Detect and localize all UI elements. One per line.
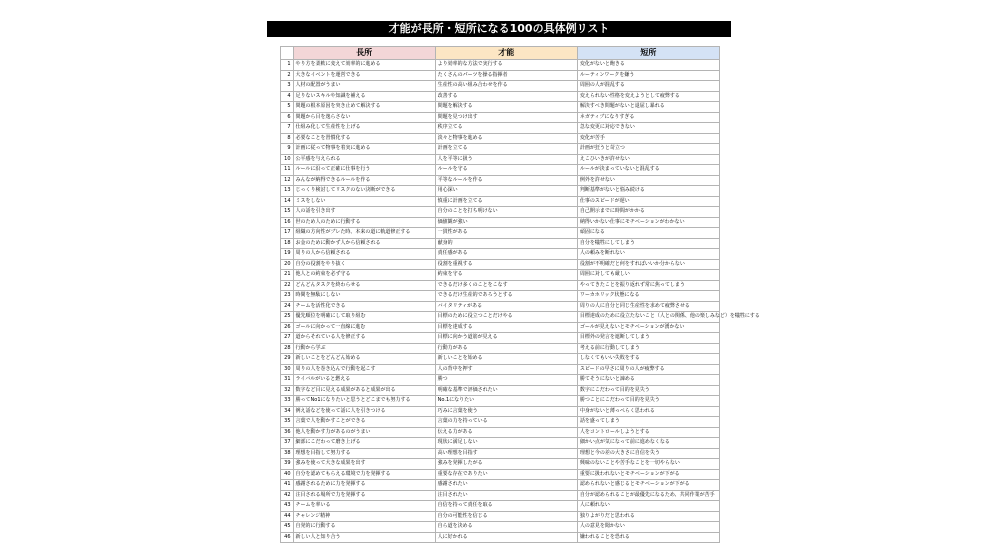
talent-cell: バイタリティがある [435, 301, 577, 312]
table-row [281, 60, 720, 71]
strength-cell: 人材の配置がうまい [293, 81, 435, 92]
table-row [281, 501, 720, 512]
row-number: 26 [281, 322, 294, 333]
strength-cell: 計画に従って物事を着実に進める [293, 144, 435, 155]
row-number: 27 [281, 333, 294, 344]
table-body [281, 60, 760, 543]
strength-cell: 例え話などを使って話に人を引きつける [293, 406, 435, 417]
table-row [281, 406, 720, 417]
strength-cell: ゴールに向かって一直線に進む [293, 322, 435, 333]
talent-cell: 人の背中を押す [435, 364, 577, 375]
talent-cell: できるだけ多くのことをこなす [435, 280, 577, 291]
talent-cell: 責任感がある [435, 249, 577, 260]
row-number: 38 [281, 448, 294, 459]
weakness-cell: 急な変更に対応できない [577, 123, 719, 134]
row-number: 19 [281, 249, 294, 260]
table-row [281, 333, 720, 344]
table-row [281, 364, 720, 375]
row-number: 3 [281, 81, 294, 92]
row-number: 29 [281, 354, 294, 365]
talent-cell: 生産性の高い組み合わせを作る [435, 81, 577, 92]
table-row [281, 291, 720, 302]
strength-cell: 人の話を引き出す [293, 207, 435, 218]
talent-cell: No.1になりたい [435, 396, 577, 407]
weakness-cell: 判断基準がないと悩み続ける [577, 186, 719, 197]
row-number: 31 [281, 375, 294, 386]
column-header-strengths: 長所 [293, 47, 435, 60]
strength-cell: 公平感を与えられる [293, 154, 435, 165]
weakness-cell: 認められないと感じるとモチベーションが下がる [577, 480, 719, 491]
weakness-cell: ルーティンワークを嫌う [577, 70, 719, 81]
talent-cell: 約束を守る [435, 270, 577, 281]
row-number: 43 [281, 501, 294, 512]
strength-cell: 新しいことをどんどん始める [293, 354, 435, 365]
strength-cell: 言葉で人を動かすことができる [293, 417, 435, 428]
table-row [281, 301, 720, 312]
talent-cell: 高い理想を目指す [435, 448, 577, 459]
table-row [281, 312, 720, 323]
talent-cell: 行動力がある [435, 343, 577, 354]
weakness-cell: 周りの人に自分と同じ生産性を求めて疲弊させる [577, 301, 719, 312]
talent-cell: 慎重に計画を立てる [435, 196, 577, 207]
examples-table [280, 46, 760, 543]
row-number: 13 [281, 186, 294, 197]
weakness-cell: 納得いかない仕事にモチベーションがわかない [577, 217, 719, 228]
talent-cell: 献身的 [435, 238, 577, 249]
row-number: 9 [281, 144, 294, 155]
strength-cell: 新しい人と知り合う [293, 532, 435, 543]
talent-cell: 目標に向かう道筋が見える [435, 333, 577, 344]
talent-cell: 秩序立てる [435, 123, 577, 134]
strength-cell: 大きなイベントを運営できる [293, 70, 435, 81]
table-row [281, 207, 720, 218]
row-number: 21 [281, 270, 294, 281]
talent-cell: たくさんのパーツを操る指揮者 [435, 70, 577, 81]
strength-cell: 仕組み化して生産性を上げる [293, 123, 435, 134]
spreadsheet [280, 46, 760, 540]
strength-cell: 組織の方向性がブレた時、本来の道に軌道修正する [293, 228, 435, 239]
talent-cell: 現状に満足しない [435, 438, 577, 449]
weakness-cell: ネガティブになりすぎる [577, 112, 719, 123]
strength-cell: 周りの人から信頼される [293, 249, 435, 260]
talent-cell: 自信を持って責任を取る [435, 501, 577, 512]
strength-cell: ミスをしない [293, 196, 435, 207]
talent-cell: 自ら道を決める [435, 522, 577, 533]
weakness-cell: 自分が認められることが最優先になるため、共同作業が苦手 [577, 490, 719, 501]
weakness-cell: 変化が苦手 [577, 133, 719, 144]
weakness-cell: 目標達成のために役立たないこと（人との関係、他の楽しみなど）を犠牲にする [577, 312, 719, 323]
talent-cell: 注目されたい [435, 490, 577, 501]
row-number: 8 [281, 133, 294, 144]
talent-cell: 役割を重視する [435, 259, 577, 270]
talent-cell: 人に好かれる [435, 532, 577, 543]
talent-cell: 目標のために役立つことだけやる [435, 312, 577, 323]
row-number: 40 [281, 469, 294, 480]
weakness-cell: 役割が不明確だと何をすればいいか分からない [577, 259, 719, 270]
table-row [281, 91, 720, 102]
talent-cell: 計画を立てる [435, 144, 577, 155]
strength-cell: 時間を無駄にしない [293, 291, 435, 302]
weakness-cell: 嫌われることを恐れる [577, 532, 719, 543]
table-row [281, 259, 720, 270]
column-header-talent: 才能 [435, 47, 577, 60]
column-header-weaknesses: 短所 [577, 47, 719, 60]
row-number: 16 [281, 217, 294, 228]
table-row [281, 343, 720, 354]
row-number: 25 [281, 312, 294, 323]
table-row [281, 70, 720, 81]
weakness-cell: 頑固になる [577, 228, 719, 239]
talent-cell: 強みを発揮したがる [435, 459, 577, 470]
table-row [281, 375, 720, 386]
strength-cell: 自発的に行動する [293, 522, 435, 533]
weakness-cell: 勝つことにこだわって目的を見失う [577, 396, 719, 407]
table-row [281, 280, 720, 291]
strength-cell: 他人を動かす力があるのがうまい [293, 427, 435, 438]
talent-cell: 目標を達成する [435, 322, 577, 333]
row-number: 10 [281, 154, 294, 165]
strength-cell: 強みを使って大きな成果を出す [293, 459, 435, 470]
row-number: 39 [281, 459, 294, 470]
weakness-cell: 細かい点が気になって前に進めなくなる [577, 438, 719, 449]
weakness-cell: 人の意見を聞かない [577, 522, 719, 533]
strength-cell: ルールに沿って正確に仕事を行う [293, 165, 435, 176]
table-row [281, 186, 720, 197]
row-number: 28 [281, 343, 294, 354]
talent-cell: 一貫性がある [435, 228, 577, 239]
table-row [281, 511, 720, 522]
weakness-cell: 考える前に行動してしまう [577, 343, 719, 354]
weakness-cell: 例外を許せない [577, 175, 719, 186]
row-number: 42 [281, 490, 294, 501]
talent-cell: 問題を見つけ出す [435, 112, 577, 123]
talent-cell: 平等なルールを作る [435, 175, 577, 186]
table-row [281, 81, 720, 92]
strength-cell: 理想を目指して努力する [293, 448, 435, 459]
strength-cell: 勝ってNo1になりたいと思うとどこまでも努力する [293, 396, 435, 407]
strength-cell: 問題の根本原因を突き止めて解決する [293, 102, 435, 113]
table-row [281, 385, 720, 396]
talent-cell: 新しいことを始める [435, 354, 577, 365]
table-row [281, 490, 720, 501]
strength-cell: 自分を認めてもらえる環境で力を発揮する [293, 469, 435, 480]
weakness-cell: やってきたことを振り返れず常に焦ってしまう [577, 280, 719, 291]
talent-cell: 改善する [435, 91, 577, 102]
talent-cell: 明確な基準で評価されたい [435, 385, 577, 396]
weakness-cell: ワーカホリック状態になる [577, 291, 719, 302]
table-row [281, 123, 720, 134]
talent-cell: 言葉の力を持っている [435, 417, 577, 428]
table-row [281, 522, 720, 533]
talent-cell: 感謝されたい [435, 480, 577, 491]
weakness-cell: 解決すべき問題がないと退屈し暴れる [577, 102, 719, 113]
table-row [281, 133, 720, 144]
row-number: 20 [281, 259, 294, 270]
weakness-cell: 数字にこだわって目的を見失う [577, 385, 719, 396]
strength-cell: 行動から学ぶ [293, 343, 435, 354]
row-number: 35 [281, 417, 294, 428]
weakness-cell: しなくてもいい失敗をする [577, 354, 719, 365]
table-row [281, 427, 720, 438]
row-number: 41 [281, 480, 294, 491]
weakness-cell: ルールが決まっていないと混乱する [577, 165, 719, 176]
table-row [281, 228, 720, 239]
talent-cell: 自分のことを打ち明けない [435, 207, 577, 218]
row-number: 15 [281, 207, 294, 218]
talent-cell: できるだけ生産的であろうとする [435, 291, 577, 302]
strength-cell: ライバルがいると燃える [293, 375, 435, 386]
strength-cell: じっくり検討してリスクのない決断ができる [293, 186, 435, 197]
strength-cell: チャレンジ精神 [293, 511, 435, 522]
strength-cell: 周りの人を巻き込んで行動を起こす [293, 364, 435, 375]
page-title: 才能が長所・短所になる100の具体例リスト [267, 21, 731, 37]
weakness-cell: 周囲に対しても厳しい [577, 270, 719, 281]
strength-cell: 問題から目を逸らさない [293, 112, 435, 123]
strength-cell: 足りないスキルや知識を補える [293, 91, 435, 102]
row-number: 34 [281, 406, 294, 417]
row-number: 17 [281, 228, 294, 239]
row-number: 22 [281, 280, 294, 291]
table-row [281, 532, 720, 543]
weakness-cell: 興味のないことや苦手なことを一切やらない [577, 459, 719, 470]
weakness-cell: 話を盛ってしまう [577, 417, 719, 428]
talent-cell: 勝つ [435, 375, 577, 386]
row-number: 23 [281, 291, 294, 302]
table-row [281, 396, 720, 407]
talent-cell: 自分の可能性を信じる [435, 511, 577, 522]
strength-cell: どんどんタスクを終わらせる [293, 280, 435, 291]
table-row [281, 102, 720, 113]
table-row [281, 438, 720, 449]
talent-cell: 伝える力がある [435, 427, 577, 438]
talent-cell: 淡々と物事を進める [435, 133, 577, 144]
row-number: 46 [281, 532, 294, 543]
weakness-cell: 理想と今の差の大きさに自信を失う [577, 448, 719, 459]
table-row [281, 165, 720, 176]
weakness-cell: スピードの早さに周りの人が疲弊する [577, 364, 719, 375]
talent-cell: 人を平等に扱う [435, 154, 577, 165]
strength-cell: チームを率いる [293, 501, 435, 512]
strength-cell: 優先順位を明確にして取り組む [293, 312, 435, 323]
table-row [281, 354, 720, 365]
row-number: 18 [281, 238, 294, 249]
strength-cell: やり方を柔軟に変えて効率的に進める [293, 60, 435, 71]
table-row [281, 448, 720, 459]
weakness-cell: 人に頼れない [577, 501, 719, 512]
strength-cell: 数字など目に見える成果があると成果が出る [293, 385, 435, 396]
talent-cell: 用心深い [435, 186, 577, 197]
talent-cell: 重要な存在でありたい [435, 469, 577, 480]
weakness-cell: 目標外の発言を遮断してしまう [577, 333, 719, 344]
table-row [281, 238, 720, 249]
strength-cell: お金のために動かず人から信頼される [293, 238, 435, 249]
table-row [281, 249, 720, 260]
weakness-cell: 変えられない性格を変えようとして疲弊する [577, 91, 719, 102]
row-number: 1 [281, 60, 294, 71]
strength-cell: 世のため人のために行動する [293, 217, 435, 228]
row-number: 32 [281, 385, 294, 396]
table-row [281, 469, 720, 480]
row-number: 44 [281, 511, 294, 522]
row-number: 37 [281, 438, 294, 449]
row-number: 7 [281, 123, 294, 134]
talent-cell: 問題を解決する [435, 102, 577, 113]
weakness-cell: 仕事のスピードが遅い [577, 196, 719, 207]
row-number: 6 [281, 112, 294, 123]
row-number: 33 [281, 396, 294, 407]
weakness-cell: 勝てそうにないと諦める [577, 375, 719, 386]
strength-cell: 自分の役割をやり抜く [293, 259, 435, 270]
row-number: 45 [281, 522, 294, 533]
row-number-header [281, 47, 294, 60]
row-number: 4 [281, 91, 294, 102]
row-number: 12 [281, 175, 294, 186]
row-number: 30 [281, 364, 294, 375]
weakness-cell: えこひいきが許せない [577, 154, 719, 165]
talent-cell: より効率的な方法で実行する [435, 60, 577, 71]
table-row [281, 480, 720, 491]
table-row [281, 459, 720, 470]
table-row [281, 270, 720, 281]
weakness-cell: 変化がないと飽きる [577, 60, 719, 71]
row-number: 36 [281, 427, 294, 438]
table-row [281, 322, 720, 333]
weakness-cell: 周囲の人が混乱する [577, 81, 719, 92]
strength-cell: 他人との約束を必ず守る [293, 270, 435, 281]
table-row [281, 196, 720, 207]
talent-cell: 価値観が強い [435, 217, 577, 228]
weakness-cell: 計画が狂うと苛立つ [577, 144, 719, 155]
row-number: 2 [281, 70, 294, 81]
row-number: 14 [281, 196, 294, 207]
row-number: 11 [281, 165, 294, 176]
strength-cell: 道からそれている人を修正する [293, 333, 435, 344]
weakness-cell: 自分を犠牲にしてしまう [577, 238, 719, 249]
weakness-cell: ゴールが見えないとモチベーションが湧かない [577, 322, 719, 333]
table-row [281, 154, 720, 165]
header-row [281, 47, 720, 60]
table-row [281, 217, 720, 228]
table-row [281, 144, 720, 155]
weakness-cell: 中身がないと薄っぺらく思われる [577, 406, 719, 417]
table-row [281, 175, 720, 186]
row-number: 24 [281, 301, 294, 312]
talent-cell: ルールを守る [435, 165, 577, 176]
talent-cell: 巧みに言葉を使う [435, 406, 577, 417]
strength-cell: 感謝されるために力を発揮する [293, 480, 435, 491]
weakness-cell: 人をコントロールしようとする [577, 427, 719, 438]
weakness-cell: 重要に扱われないとモチベーションが下がる [577, 469, 719, 480]
table-row [281, 417, 720, 428]
strength-cell: 細部にこだわって磨き上げる [293, 438, 435, 449]
strength-cell: チームを活性化できる [293, 301, 435, 312]
strength-cell: みんなが納得できるルールを作る [293, 175, 435, 186]
weakness-cell: 人の頼みを断れない [577, 249, 719, 260]
weakness-cell: 自己開示までに時間がかかる [577, 207, 719, 218]
strength-cell: 必要なことを習慣化する [293, 133, 435, 144]
row-number: 5 [281, 102, 294, 113]
table-row [281, 112, 720, 123]
strength-cell: 注目される場所で力を発揮する [293, 490, 435, 501]
weakness-cell: 独りよがりだと思われる [577, 511, 719, 522]
